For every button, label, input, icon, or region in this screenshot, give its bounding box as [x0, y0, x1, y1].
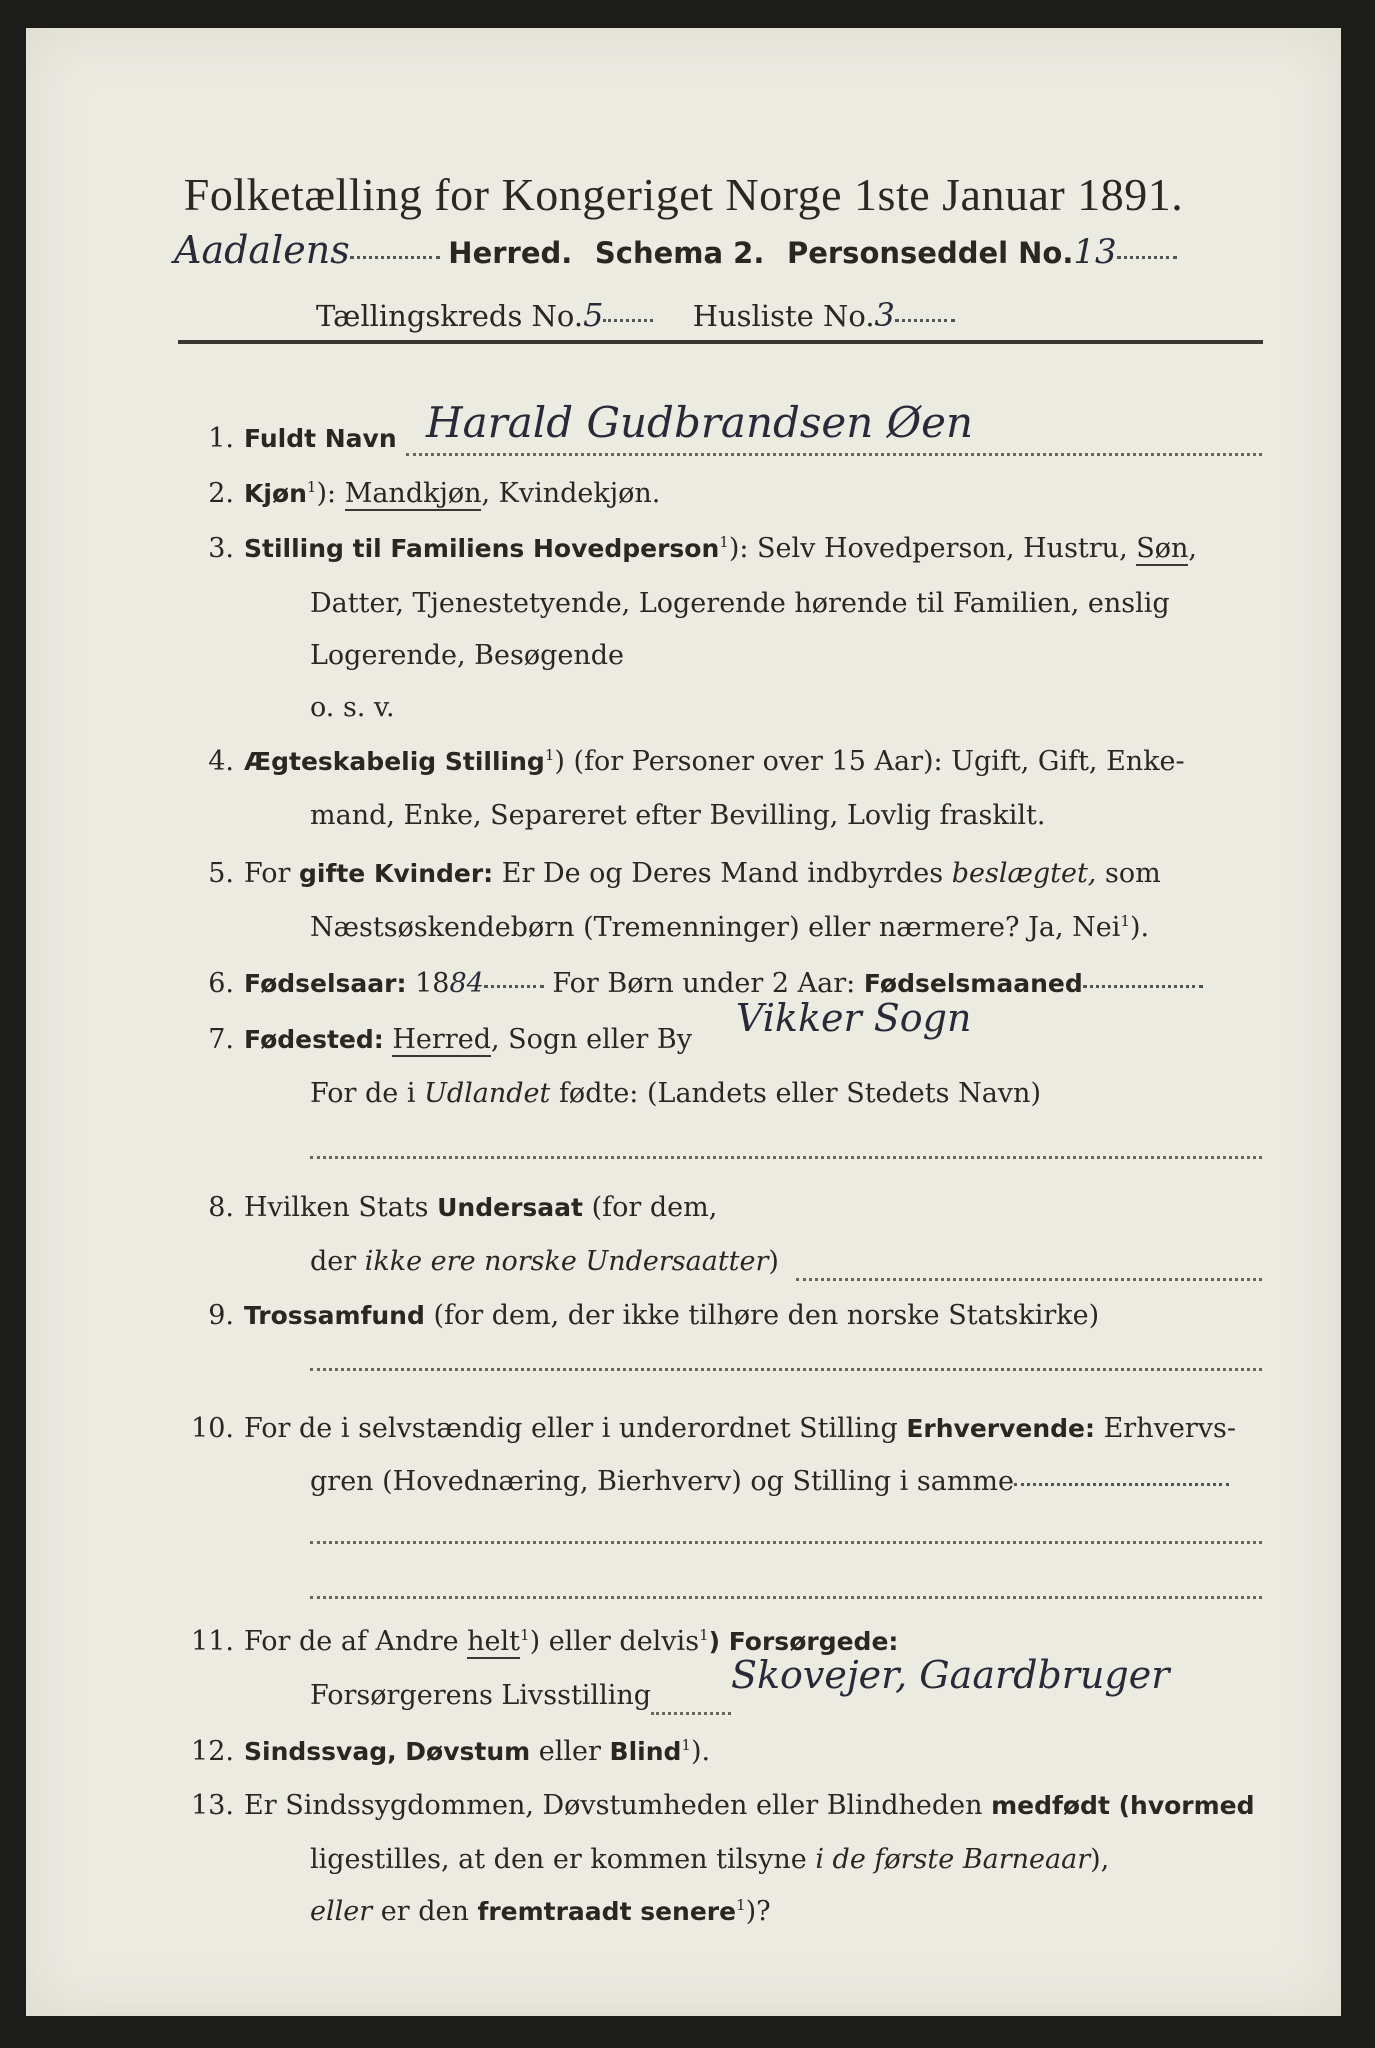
item-6-label2: Fødselsmaaned [863, 969, 1083, 998]
item-10-text: For de i selvstændig eller i underordnet Stilling [244, 1413, 907, 1444]
item-7-line2-italic: Udlandet [424, 1078, 551, 1109]
item-12-label: Sindssvag, Døvstum [244, 1737, 531, 1766]
item-11-sup-2: 1 [699, 1626, 709, 1644]
item-11-label: ) Forsørgede: [708, 1627, 899, 1656]
item-3-underlined: Søn [1136, 533, 1189, 564]
item-13-line3-bold: fremtraadt senere [477, 1897, 737, 1926]
item-6-text: 18 [406, 968, 450, 999]
herred-line [174, 228, 1264, 272]
item-10-number: 10. [191, 1413, 234, 1444]
personseddel-number: 13 [1073, 232, 1117, 272]
item-11-line2: Forsørgerens Livsstilling [310, 1680, 652, 1711]
item-12-sup: 1 [681, 1736, 691, 1754]
item-8-line2-italic: ikke ere norske Undersaatter [364, 1246, 769, 1277]
item-10-line2 [310, 1466, 1229, 1497]
item-4-line2: mand, Enke, Separeret efter Bevilling, Lovlig fraskilt. [310, 800, 1046, 831]
item-10 [244, 1413, 1236, 1444]
item-8-line2 [310, 1246, 779, 1277]
item-6 [244, 968, 1203, 999]
item-5-italic: beslægtet, [951, 858, 1097, 889]
item-2 [244, 478, 660, 509]
item-13-line3-text: er den [372, 1896, 478, 1927]
schema-label: Schema 2. [594, 236, 765, 270]
item-7-line2-rest: fødte: (Landets eller Stedets Navn) [550, 1078, 1041, 1109]
item-8-dotline [796, 1278, 1262, 1281]
item-7 [244, 1024, 692, 1055]
item-7-number: 7. [208, 1024, 234, 1055]
husliste-number: 3 [874, 296, 895, 334]
item-10-label: Erhvervende: [906, 1414, 1096, 1443]
item-13 [244, 1790, 1255, 1821]
taellingskreds-label: Tællingskreds No. [316, 299, 584, 333]
item-2-sup: 1 [306, 478, 317, 496]
item-11-number: 11. [191, 1626, 234, 1657]
item-3-text: ): Selv Hovedperson, Hustru, [728, 533, 1137, 564]
herred-name: Aadalens [174, 228, 350, 272]
item-9-dotline [310, 1368, 1262, 1371]
item-8-text: Hvilken Stats [244, 1192, 438, 1223]
item-12-text: eller [530, 1736, 610, 1767]
item-13-line2-rest: ), [1090, 1844, 1110, 1875]
item-2-underlined: Mandkjøn [344, 478, 482, 509]
item-12 [244, 1736, 710, 1767]
item-3-number: 3. [208, 533, 234, 564]
herred-label: Herred. [448, 236, 573, 270]
form-title: Folketælling for Kongeriget Norge 1ste Januar 1891. [183, 169, 1184, 220]
item-8 [244, 1192, 717, 1223]
item-13-line3-rest: )? [745, 1896, 771, 1927]
item-13-line2 [310, 1844, 1109, 1875]
item-8-line2-text: der [310, 1246, 365, 1277]
item-9-label: Trossamfund [244, 1301, 425, 1330]
item-7-text: , Sogn eller By [490, 1024, 692, 1055]
item-1-answer: Harald Gudbrandsen Øen [426, 398, 974, 447]
item-4-number: 4. [208, 746, 234, 777]
item-5-rest: som [1096, 858, 1161, 889]
item-12-rest: ). [690, 1736, 711, 1767]
item-5-sup: 1 [1120, 912, 1130, 930]
item-13-number: 13. [191, 1790, 234, 1821]
item-9-number: 9. [208, 1300, 234, 1331]
husliste-label: Husliste No. [692, 299, 875, 333]
item-9 [244, 1300, 1099, 1331]
item-3-line3: Logerende, Besøgende [310, 640, 624, 671]
item-12-label2: Blind [609, 1737, 682, 1766]
item-11-text: For de af Andre [244, 1626, 468, 1657]
personseddel-label: Personseddel No. [786, 236, 1074, 270]
item-12-number: 12. [191, 1736, 234, 1767]
item-4-text: ) (for Personer over 15 Aar): Ugift, Gift, Enke- [554, 746, 1185, 777]
item-13-line3 [310, 1896, 771, 1927]
item-3-line2: Datter, Tjenestetyende, Logerende hørende til Familien, enslig [310, 588, 1170, 619]
item-3-sup: 1 [719, 533, 729, 551]
item-4-sup: 1 [544, 746, 555, 764]
item-7-answer: Vikker Sogn [736, 996, 972, 1040]
item-5-line2-text: Næstsøskendebørn (Tremenninger) eller nærmere? Ja, Nei [310, 912, 1121, 943]
item-7-label: Fødested: [244, 1025, 384, 1054]
item-8-number: 8. [208, 1192, 234, 1223]
item-2-text: ): [316, 478, 345, 509]
item-13-line3-italic: eller [310, 1896, 373, 1927]
item-3-label: Stilling til Familiens Hovedperson [244, 534, 720, 563]
header-rule [178, 340, 1263, 344]
item-8-label: Undersaat [437, 1193, 583, 1222]
item-1-label: Fuldt Navn [244, 424, 397, 453]
item-5-text: Er De og Deres Mand indbyrdes [493, 858, 952, 889]
item-2-number: 2. [208, 478, 234, 509]
item-5-line2: Næstsøskendebørn (Tremenninger) eller nærmere? Ja, Nei$^1$). [310, 912, 1150, 943]
item-7-line2 [310, 1078, 1041, 1109]
item-5-number: 5. [208, 858, 234, 889]
item-6-answer: 84 [449, 968, 484, 999]
item-1-number: 1. [208, 423, 234, 454]
item-1 [244, 423, 397, 454]
item-11-underlined: helt [467, 1626, 521, 1657]
taellingskreds-number: 5 [583, 296, 604, 334]
item-11-sup-1: 1 [520, 1626, 530, 1644]
item-11-mid: ) eller delvis [529, 1626, 700, 1657]
item-1-dotline [406, 453, 1262, 456]
item-5-label-pre: For [244, 858, 300, 889]
item-9-text: (for dem, der ikke tilhøre den norske Statskirke) [424, 1300, 1100, 1331]
item-3 [244, 533, 1197, 564]
item-10-line2-text: gren (Hovednæring, Bierhverv) og Stilling i samme [310, 1466, 1015, 1497]
item-2-label: Kjøn [244, 479, 307, 508]
item-6-number: 6. [208, 968, 234, 999]
item-5-label: gifte Kvinder: [299, 859, 494, 888]
item-8-rest: (for dem, [582, 1192, 718, 1223]
item-4 [244, 746, 1185, 777]
item-13-sup: 1 [736, 1896, 746, 1914]
census-form [26, 28, 1341, 2016]
item-8-line2-rest: ) [768, 1246, 779, 1277]
taellingskreds-line [316, 296, 955, 334]
item-13-label: medfødt (hvormed [991, 1791, 1255, 1820]
item-5 [244, 858, 1161, 889]
item-6-mid: For Børn under 2 Aar: [543, 968, 864, 999]
item-13-line2-text: ligestilles, at den er kommen tilsyne [310, 1844, 816, 1875]
item-7-line2-text: For de i [310, 1078, 425, 1109]
item-3-rest: , [1188, 533, 1197, 564]
item-2-rest: , Kvindekjøn. [481, 478, 661, 509]
item-11-answer: Skovejer, Gaardbruger [731, 1653, 1170, 1697]
item-11-dotline [651, 1712, 731, 1715]
item-13-text: Er Sindssygdommen, Døvstumheden eller Blindheden [244, 1790, 992, 1821]
item-10-dotline-1 [310, 1541, 1262, 1544]
item-7-dotline [310, 1156, 1262, 1159]
item-10-dotline-2 [310, 1596, 1262, 1599]
item-7-underlined: Herred [392, 1024, 491, 1055]
item-10-rest: Erhvervs- [1095, 1413, 1236, 1444]
item-13-line2-italic: i de første Barneaar [815, 1844, 1091, 1875]
item-3-line4: o. s. v. [310, 692, 395, 723]
item-6-label: Fødselsaar: [244, 969, 407, 998]
item-4-label: Ægteskabelig Stilling [244, 747, 545, 776]
